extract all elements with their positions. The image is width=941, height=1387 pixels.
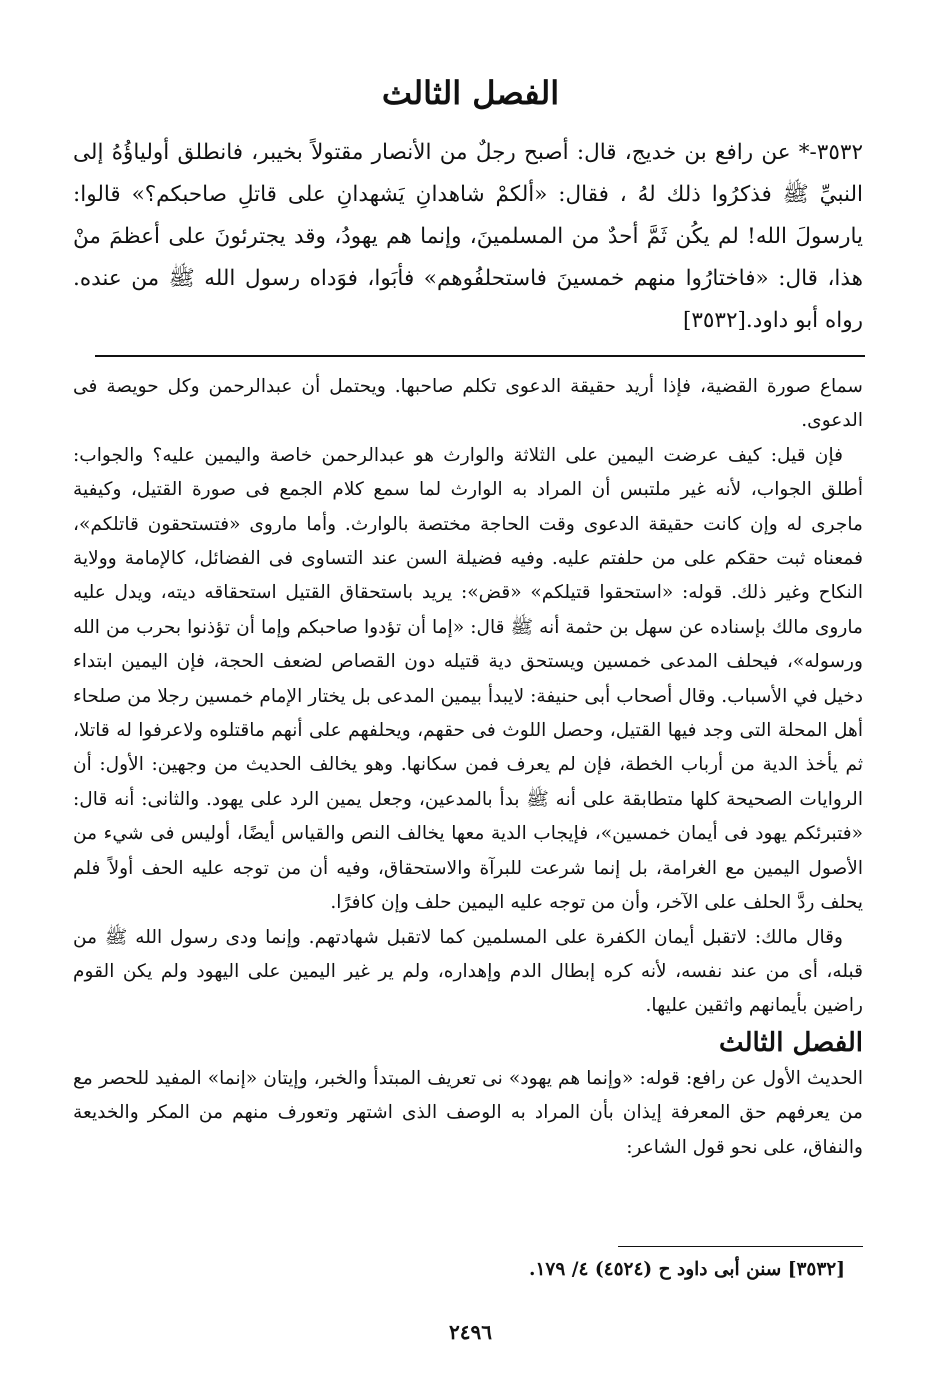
footnote: [٣٥٣٢] سنن أبى داود ح (٤٥٢٤) ٤/ ١٧٩. [529, 1259, 845, 1280]
page-number: ٢٤٩٦ [449, 1320, 492, 1344]
footnote-divider [618, 1246, 863, 1247]
commentary [73, 370, 863, 1165]
commentary-paragraph-2: فإن قيل: كيف عرضت اليمين على الثلاثة والوارث هو عبدالرحمن خاصة واليمين عليه؟ والجواب: أطلق الجواب، لأنه غير ملتبس أن المراد به الوارث لما سمع كلام الجمع فى صورة القتيل، وكيفية ماجرى له وإن كانت حقيقة الدعوى وقت الحاجة مختصة بالوارث. وأما ماروى «فتستحقون قاتلكم»، فمعناه ثبت حقكم على من حلفتم عليه. وفيه فضيلة السن عند التساوى فى الفضائل، كالإمامة وولاية النكاح وغير ذلك. قوله: «استحقوا قتيلكم» «قض»: يريد باستحقاق القتيل استحقاقه ديته، ويدل عليه ماروى مالك بإسناده عن سهل بن حثمة أنه ﷺ قال: «إما أن تؤدوا صاحبكم وإما أن تؤذنوا بحرب من الله ورسوله»، فيحلف المدعى خمسين ويستحق دية قتيله دون القصاص لضعف الحجة، فإن اليمين ابتداء دخيل في الأسباب. وقال أصحاب أبى حنيفة: لايبدأ بيمين المدعى بل يختار الإمام خمسين رجلا من صلحاء أهل المحلة التى وجد فيها القتيل، وحصل اللوث فى حقهم، ويحلفهم على أنهم ماقتلوه ولاعرفوا له قاتلا، ثم يأخذ الدية من أرباب الخطة، فإن لم يعرف فمن سكانها. وهو يخالف الحديث من وجهين: الأول: أن الروايات الصحيحة كلها متطابقة على أنه ﷺ بدأ بالمدعين، وجعل يمين الرد على يهود. والثانى: أنه قال: «فتبرئكم يهود فى أيمان خمسين»، فإيجاب الدية معها يخالف النص والقياس أيضًا، أوليس فى شيء من الأصول اليمين مع الغرامة، بل إنما شرعت للبرآة والاستحقاق، وفيه أن من توجه عليه الحف أولاً فلم يحلف ردَّ الحلف على الآخر، وأن من توجه عليه اليمين حلف وإن كافرًا. [73, 444, 863, 914]
commentary-paragraph-1: سماع صورة القضية، فإذا أريد حقيقة الدعوى تكلم صاحبها. ويحتمل أن عبدالرحمن وكل حويصة فى الدعوى. [73, 376, 863, 432]
commentary-paragraph-4: الحديث الأول عن رافع: قوله: «وإنما هم يهود» نى تعريف المبتدأ والخبر، وإيتان «إنما» المفيد للحصر مع من يعرفهم حق المعرفة إيذان بأن المراد به الوصف الذى اشتهر وتعورف منهم من المكر والخديعة والنفاق، على نحو قول الشاعر: [73, 1067, 863, 1158]
main-divider [95, 355, 865, 357]
section-heading: الفصل الثالث [719, 1027, 863, 1058]
commentary-paragraph-3: وقال مالك: لاتقبل أيمان الكفرة على المسلمين كما لاتقبل شهادتهم. وإنما ودى رسول الله ﷺ من قبله، أى من عند نفسه، لأنه كره إبطال الدم وإهداره، ولم ير غير اليمين على اليهود ولم يكن القوم راضين بأيمانهم واثقين عليها. [73, 926, 863, 1017]
page-heading: الفصل الثالث [381, 74, 560, 112]
hadith-text: ٣٥٣٢-* عن رافع بن خديج، قال: أصبح رجلٌ من الأنصار مقتولاً بخيبر، فانطلق أولياؤُهُ إلى النبيِّ ﷺ فذكرُوا ذلك لهُ ، فقال: «ألكمْ شاهدانِ يَشهدانِ على قاتلِ صاحبكم؟» قالوا: يارسولَ الله! لم يكُن ثَمَّ أحدٌ من المسلمينَ، وإنما هم يهودُ، وقد يجترئونَ على أعظمَ منْ هذا، قال: «فاختارُوا منهم خمسينَ فاستحلفُوهم» فأبَوا، فوَداه رسول الله ﷺ من عنده. رواه أبو داود.[٣٥٣٢] [73, 140, 864, 333]
